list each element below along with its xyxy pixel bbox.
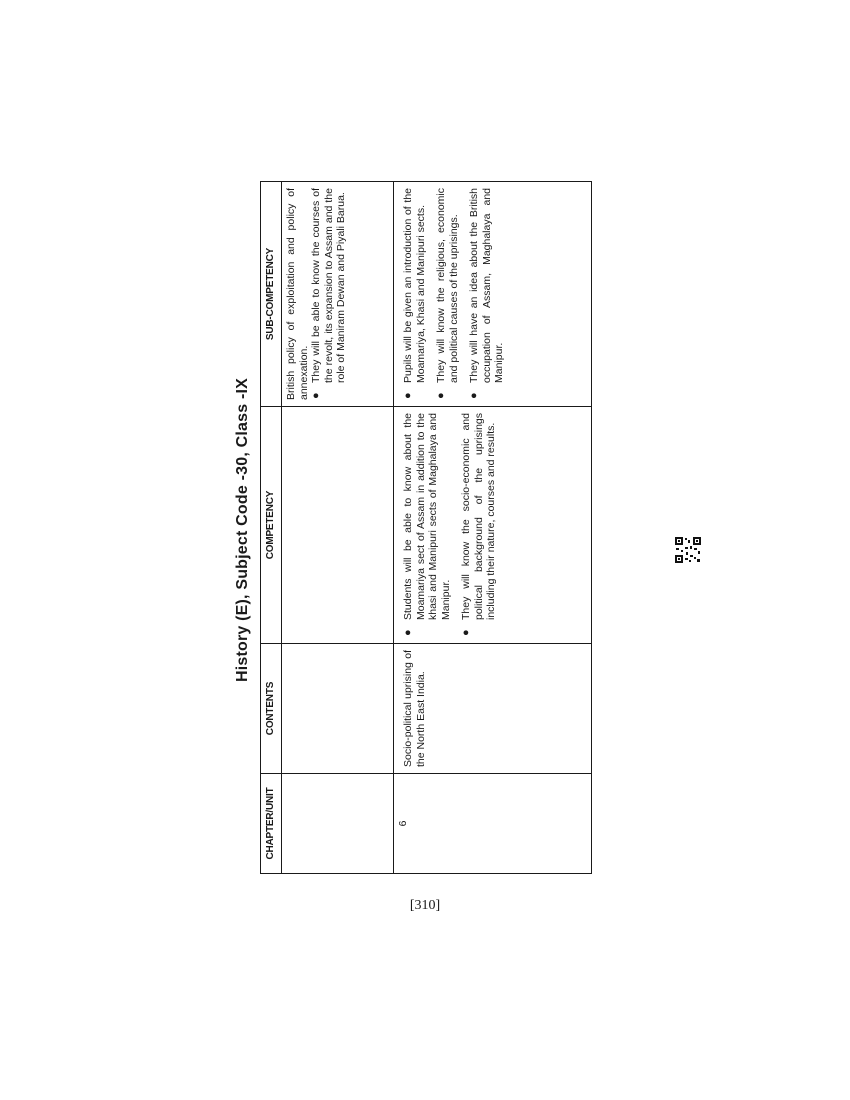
page-number: [310] [409,898,441,913]
sub-competency-list [310,188,348,400]
table-row [394,182,592,874]
competency-list [402,413,498,637]
unit-cell [282,774,394,874]
qr-code-icon [675,537,701,563]
bullet-icon: ● [310,392,322,399]
syllabus-table [260,181,592,874]
bullet-icon: ● [402,392,414,399]
list-item [468,188,506,400]
list-item-text: They will know the religious, economic and political causes of the uprisings. [435,188,460,383]
bullet-icon: ● [468,392,480,399]
bullet-icon: ● [460,629,472,636]
competency-cell [282,407,394,644]
list-item [310,188,348,400]
list-item-text: They will be able to know the courses of the revolt, its expansion to Assam and the role of Maniram Dewan and Piyali Barua. [310,188,347,383]
page-title: History (E), Subject Code -30, Class -IX [234,377,251,683]
contents-cell: Socio-political uprising of the North East India. [394,644,592,774]
list-item-text: Pupils will be given an introduction of the Moamariya, Khasi and Manipuri sects. [402,188,427,383]
sub-competency-cell [394,182,592,407]
rotated-page-content [228,178,593,882]
table-header-row [261,182,282,874]
list-item [402,413,452,637]
list-item-text: They will know the socio-economic and political background of the uprisings including their nature, courses and results. [460,413,497,620]
list-item-text: They will have an idea about the British occupation of Assam, Maghalaya and Manipur. [468,188,505,383]
header-competency: COMPETENCY [261,407,282,644]
bullet-icon: ● [402,629,414,636]
header-chapter-unit: CHAPTER/UNIT [261,774,282,874]
unit-cell: 6 [394,774,592,874]
list-item [402,188,427,400]
bullet-icon: ● [435,392,447,399]
competency-cell [394,407,592,644]
contents-cell [282,644,394,774]
list-item [435,188,460,400]
list-item [460,413,498,637]
table-row [282,182,394,874]
header-sub-competency: SUB-COMPETENCY [261,182,282,407]
sub-competency-cell [282,182,394,407]
sub-competency-intro: British policy of exploitation and policy of annexation. [285,188,310,400]
sub-competency-list [402,188,506,400]
header-contents: CONTENTS [261,644,282,774]
list-item-text: Students will be able to know about the Moamariya sect of Assam in addition to the khasi and Manipuri sects of Maghalaya and Manipur. [402,413,452,620]
